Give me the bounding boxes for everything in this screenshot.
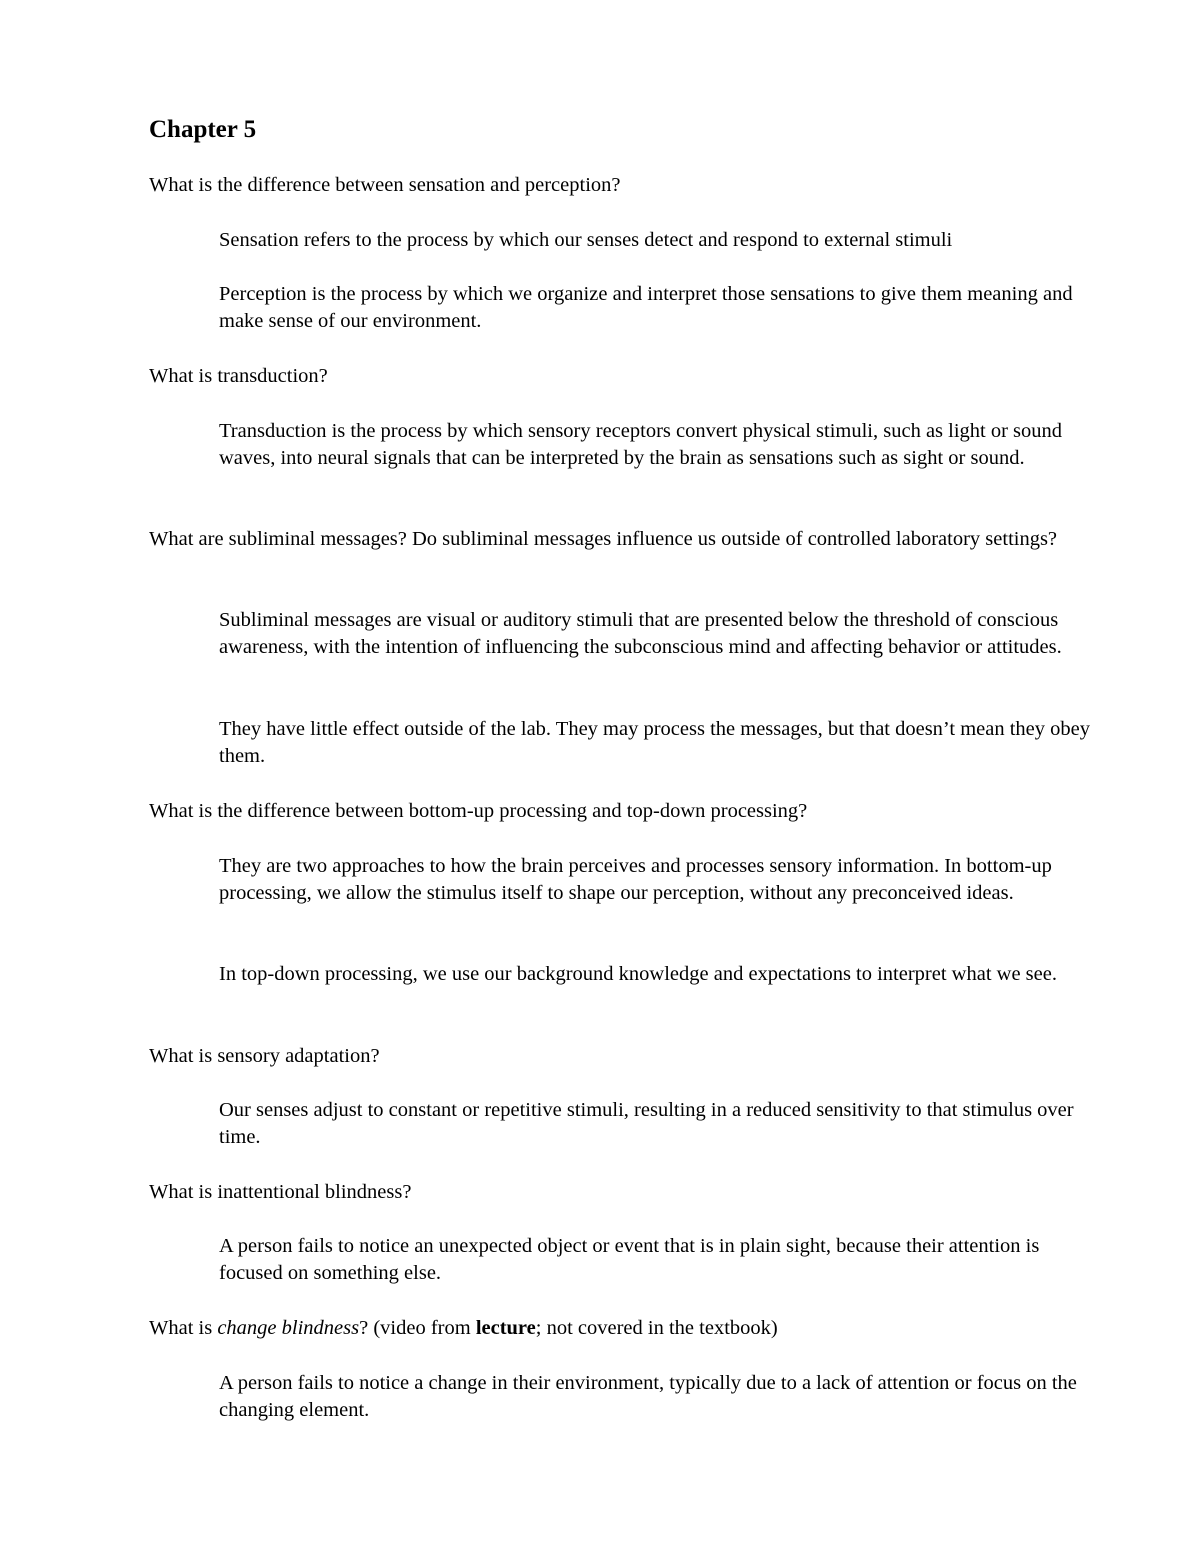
question-change-blindness: [149, 1315, 1089, 1342]
question-inattentional-blindness: What is inattentional blindness?: [149, 1181, 412, 1203]
question-change-blindness-prefix: What is: [149, 1317, 218, 1339]
question-subliminal: What are subliminal messages? Do subliminal messages influence us outside of controlled laboratory settings?: [149, 528, 1058, 550]
answer-bottom-up: They are two approaches to how the brain perceives and processes sensory information. In bottom-up processing, we allow the stimulus itself to shape our perception, without any preconceived ideas.: [219, 855, 1052, 905]
answer-sensory-adaptation: Our senses adjust to constant or repetitive stimuli, resulting in a reduced sensitivity to that stimulus over time.: [219, 1099, 1074, 1149]
answer-top-down: In top-down processing, we use our background knowledge and expectations to interpret what we see.: [219, 963, 1057, 985]
answer-sensation: Sensation refers to the process by which our senses detect and respond to external stimuli: [219, 229, 953, 251]
question-sensory-adaptation: What is sensory adaptation?: [149, 1045, 380, 1067]
answer-change-blindness: A person fails to notice a change in their environment, typically due to a lack of attention or focus on the changing element.: [219, 1372, 1077, 1422]
answer-inattentional-blindness: A person fails to notice an unexpected object or event that is in plain sight, because their attention is focused on something else.: [219, 1235, 1040, 1285]
question-change-blindness-middle: ? (video from: [359, 1317, 476, 1339]
question-change-blindness-term: change blindness: [217, 1317, 360, 1339]
question-bottom-up-top-down: What is the difference between bottom-up processing and top-down processing?: [149, 800, 808, 822]
question-change-blindness-suffix: ; not covered in the textbook): [535, 1317, 778, 1339]
answer-perception: Perception is the process by which we organize and interpret those sensations to give them meaning and make sense of our environment.: [219, 283, 1073, 333]
answer-subliminal-definition: Subliminal messages are visual or auditory stimuli that are presented below the threshold of conscious awareness, with the intention of influencing the subconscious mind and affecting behavior or attitudes.: [219, 609, 1062, 659]
answer-subliminal-effect: They have little effect outside of the lab. They may process the messages, but that doesn’t mean they obey them.: [219, 718, 1090, 768]
answer-transduction: Transduction is the process by which sensory receptors convert physical stimuli, such as light or sound waves, into neural signals that can be interpreted by the brain as sensations such as sight or sound.: [219, 420, 1063, 470]
question-change-blindness-lecture: lecture: [475, 1317, 536, 1339]
chapter-title: Chapter 5: [149, 116, 257, 143]
question-transduction: What is transduction?: [149, 365, 328, 387]
question-sensation-perception: What is the difference between sensation and perception?: [149, 174, 621, 196]
